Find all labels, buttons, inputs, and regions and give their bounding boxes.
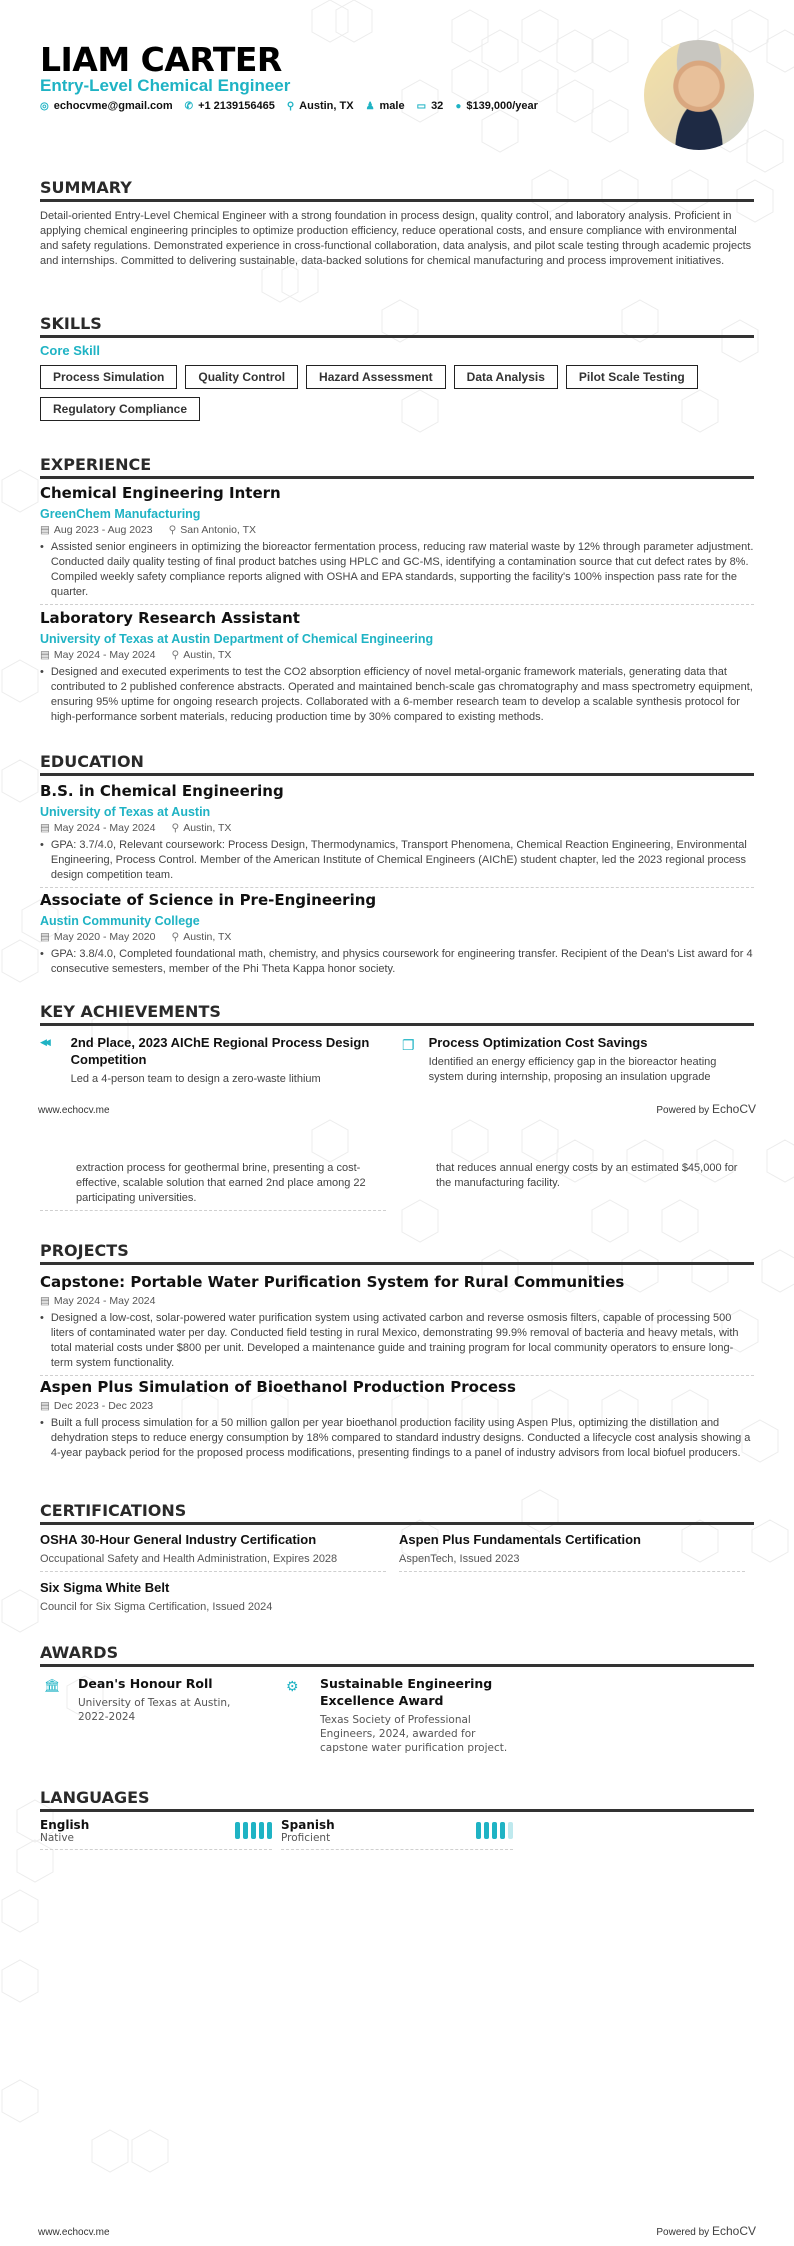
calendar-icon: ▤ xyxy=(40,524,50,536)
contact-email[interactable] xyxy=(40,100,173,112)
award-item xyxy=(286,1675,516,1755)
achievement-title: Process Optimization Cost Savings xyxy=(428,1035,648,1050)
proficiency-bar-filled xyxy=(251,1822,256,1839)
section-title-languages: LANGUAGES xyxy=(40,1788,754,1812)
at-icon: ◎ xyxy=(40,100,49,112)
candidate-name: LIAM CARTER xyxy=(40,40,282,79)
location-icon: ⚲ xyxy=(171,649,180,661)
skills-subtitle: Core Skill xyxy=(40,343,100,358)
project-bullet xyxy=(40,1311,754,1376)
location-icon: ⚲ xyxy=(171,822,180,834)
project-title: Aspen Plus Simulation of Bioethanol Production Process xyxy=(40,1378,516,1396)
section-title-skills: SKILLS xyxy=(40,314,754,338)
avatar xyxy=(644,40,754,150)
achievement-description-cont: that reduces annual energy costs by an estimated $45,000 for the manufacturing facility. xyxy=(436,1162,738,1189)
phone-value: +1 2139156465 xyxy=(198,100,275,112)
calendar-icon: ▭ xyxy=(416,100,427,112)
backward-icon: ◀◀ xyxy=(40,1037,48,1047)
job-meta xyxy=(40,649,754,661)
experience-item xyxy=(40,609,754,725)
education-dates: May 2020 - May 2020 xyxy=(53,931,156,943)
education-description: GPA: 3.7/4.0, Relevant coursework: Process Design, Thermodynamics, Transport Phenomena, Chemical Reaction Engineering, Environmental Engineering, Process Control. Member of the American Institute of Chemical Engineers (AIChE) student chapter, led the 2023 regional process design competition team. xyxy=(50,839,747,881)
bullet-dot: • xyxy=(40,1417,44,1429)
footer-powered xyxy=(656,2224,756,2238)
project-description: Built a full process simulation for a 50 million gallon per year bioethanol production facility using Aspen Plus, optimizing the distillation and dehydration steps to reduce energy consumption by 18% compared to standard industry designs. Conducted a lifecycle cost analysis showing a 4-year payback period for the proposed process modifications, presenting findings to a panel of industry advisors from local biofuel producers. xyxy=(50,1417,751,1459)
certification-title: Aspen Plus Fundamentals Certification xyxy=(399,1532,641,1547)
email-value: echocvme@gmail.com xyxy=(53,100,173,112)
certification-title: Six Sigma White Belt xyxy=(40,1580,170,1595)
project-bullet xyxy=(40,1416,754,1461)
footer-url[interactable]: www.echocv.me xyxy=(38,1105,110,1116)
job-bullet xyxy=(40,540,754,605)
award-title: Dean's Honour Roll xyxy=(78,1676,213,1691)
achievement-item xyxy=(402,1034,754,1085)
education-description: GPA: 3.8/4.0, Completed foundational math, chemistry, and physics coursework for engineering transfer. Recipient of the Dean's List award for 4 consecutive semesters, member of the Phi Theta Kappa honor society. xyxy=(50,948,753,975)
school-name: University of Texas at Austin xyxy=(40,805,211,819)
language-item xyxy=(281,1818,513,1850)
skill-chip: Process Simulation xyxy=(40,365,177,389)
institution-icon: 🏛 xyxy=(44,1678,61,1693)
bullet-dot: • xyxy=(40,948,44,960)
summary-text: Detail-oriented Entry-Level Chemical Engineer with a strong foundation in process design, quality control, and laboratory analysis. Proficient in applying chemical engineering principles to optimize production efficiency, reduce operational costs, and ensure compliance with environmental and safety regulations. Demonstrated experience in cross-functional collaboration, data analysis, and pilot scale testing through academic projects and internships. Committed to delivering sustainable, data-backed solutions for chemical manufacturing and process improvement initiatives. xyxy=(40,210,752,267)
bullet-dot: • xyxy=(40,839,44,851)
age-value: 32 xyxy=(431,100,444,112)
job-dates: Aug 2023 - Aug 2023 xyxy=(53,524,153,536)
language-level: Proficient xyxy=(281,1832,331,1844)
skill-chip: Pilot Scale Testing xyxy=(566,365,698,389)
project-title: Capstone: Portable Water Purification System for Rural Communities xyxy=(40,1273,625,1291)
salary-icon: ● xyxy=(455,100,462,112)
language-proficiency-bars xyxy=(235,1822,272,1849)
salary-value: $139,000/year xyxy=(466,100,538,112)
contact-gender xyxy=(366,100,405,112)
language-level: Native xyxy=(40,1832,74,1844)
education-location: Austin, TX xyxy=(183,931,232,943)
job-meta xyxy=(40,524,754,536)
person-icon: ♟ xyxy=(365,100,375,112)
proficiency-bar-filled xyxy=(476,1822,481,1839)
education-meta xyxy=(40,822,754,834)
footer-url[interactable]: www.echocv.me xyxy=(38,2227,110,2238)
education-bullet xyxy=(40,947,754,977)
contact-salary xyxy=(455,100,538,112)
skill-chip: Regulatory Compliance xyxy=(40,397,200,421)
gender-value: male xyxy=(379,100,405,112)
education-item xyxy=(40,891,754,977)
project-item xyxy=(40,1378,754,1461)
contact-location xyxy=(287,100,354,112)
language-proficiency-bars xyxy=(476,1822,513,1849)
project-meta xyxy=(40,1400,754,1412)
calendar-icon: ▤ xyxy=(40,1295,50,1307)
skill-chip: Hazard Assessment xyxy=(306,365,446,389)
degree-title: B.S. in Chemical Engineering xyxy=(40,782,284,800)
section-title-summary: SUMMARY xyxy=(40,178,754,202)
project-dates: May 2024 - May 2024 xyxy=(53,1295,156,1307)
award-description: University of Texas at Austin, 2022-2024 xyxy=(78,1697,231,1723)
phone-icon: ✆ xyxy=(184,100,194,112)
document-icon: ❐ xyxy=(402,1037,415,1053)
proficiency-bar-filled xyxy=(492,1822,497,1839)
brand-name: EchoCV xyxy=(711,2224,756,2238)
bullet-dot: • xyxy=(40,666,44,678)
calendar-icon: ▤ xyxy=(40,1400,50,1412)
contact-age xyxy=(417,100,444,112)
job-bullet xyxy=(40,665,754,725)
certification-issuer: AspenTech, Issued 2023 xyxy=(399,1553,520,1565)
achievement-item xyxy=(40,1034,385,1087)
proficiency-bar-empty xyxy=(508,1822,513,1839)
skills-list xyxy=(40,365,754,421)
section-title-projects: PROJECTS xyxy=(40,1241,754,1265)
section-title-experience: EXPERIENCE xyxy=(40,455,754,479)
education-location: Austin, TX xyxy=(183,822,232,834)
footer-powered xyxy=(656,1102,756,1116)
powered-by-label: Powered by xyxy=(656,1105,712,1116)
award-title: Sustainable Engineering Excellence Award xyxy=(320,1676,493,1708)
language-name: Spanish xyxy=(281,1818,335,1832)
brand-name: EchoCV xyxy=(711,1102,756,1116)
certification-title: OSHA 30-Hour General Industry Certification xyxy=(40,1532,317,1547)
proficiency-bar-filled xyxy=(235,1822,240,1839)
degree-title: Associate of Science in Pre-Engineering xyxy=(40,891,377,909)
candidate-role: Entry-Level Chemical Engineer xyxy=(40,76,291,95)
project-item xyxy=(40,1273,754,1376)
section-title-education: EDUCATION xyxy=(40,752,754,776)
education-dates: May 2024 - May 2024 xyxy=(53,822,156,834)
project-dates: Dec 2023 - Dec 2023 xyxy=(53,1400,154,1412)
education-meta xyxy=(40,931,754,943)
achievement-description: Identified an energy efficiency gap in the bioreactor heating system during internship, proposing an insulation upgrade xyxy=(428,1056,717,1083)
certification-item xyxy=(40,1532,386,1572)
calendar-icon: ▤ xyxy=(40,931,50,943)
proficiency-bar-filled xyxy=(267,1822,272,1839)
award-item xyxy=(44,1675,264,1724)
location-icon: ⚲ xyxy=(171,931,180,943)
contact-line xyxy=(40,100,538,112)
section-title-awards: AWARDS xyxy=(40,1643,754,1667)
proficiency-bar-filled xyxy=(500,1822,505,1839)
certification-issuer: Council for Six Sigma Certification, Issued 2024 xyxy=(40,1601,273,1613)
location-icon: ⚲ xyxy=(168,524,177,536)
section-title-certifications: CERTIFICATIONS xyxy=(40,1501,754,1525)
calendar-icon: ▤ xyxy=(40,822,50,834)
skill-chip: Data Analysis xyxy=(454,365,558,389)
achievement-description-cont: extraction process for geothermal brine, presenting a cost-effective, scalable solution that earned 2nd place among 22 participating universities. xyxy=(40,1161,386,1211)
certification-item xyxy=(399,1532,745,1572)
language-item xyxy=(40,1818,272,1850)
job-title: Chemical Engineering Intern xyxy=(40,484,281,502)
company-name: GreenChem Manufacturing xyxy=(40,507,201,521)
proficiency-bar-filled xyxy=(484,1822,489,1839)
job-description: Assisted senior engineers in optimizing the bioreactor fermentation process, reducing raw material waste by 12% through parameter adjustment. Conducted daily quality testing of final product batches using HPLC and GC-MS, identifying a contamination source that cut defect rates by 8%. Compiled weekly safety compliance reports aligned with OSHA and EPA standards, supporting the facility's 100% inspection pass rate for the quarter. xyxy=(50,541,754,598)
job-description: Designed and executed experiments to test the CO2 absorption efficiency of novel metal-organic framework materials, generating data that contributed to 2 published conference abstracts. Operated and maintained bench-scale gas chromatography and mass spectrometry equipment, ensuring 95% uptime for ongoing research projects. Collaborated with a 6-member research team to develop a scalable synthesis protocol for high-performance sorbent materials, reducing production time by 30% compared to existing methods. xyxy=(50,666,753,723)
job-location: Austin, TX xyxy=(183,649,232,661)
certification-issuer: Occupational Safety and Health Administration, Expires 2028 xyxy=(40,1553,338,1565)
gear-icon: ⚙ xyxy=(286,1678,299,1694)
powered-by-label: Powered by xyxy=(656,2227,712,2238)
award-description: Texas Society of Professional Engineers, 2024, awarded for capstone water purification project. xyxy=(320,1714,508,1754)
certification-item xyxy=(40,1580,386,1613)
education-item xyxy=(40,782,754,888)
education-bullet xyxy=(40,838,754,888)
skill-chip: Quality Control xyxy=(185,365,298,389)
experience-item xyxy=(40,484,754,605)
job-title: Laboratory Research Assistant xyxy=(40,609,300,627)
contact-phone[interactable] xyxy=(185,100,275,112)
bullet-dot: • xyxy=(40,1312,44,1324)
calendar-icon: ▤ xyxy=(40,649,50,661)
proficiency-bar-filled xyxy=(259,1822,264,1839)
company-name: University of Texas at Austin Department of Chemical Engineering xyxy=(40,632,434,646)
achievement-description: Led a 4-person team to design a zero-waste lithium xyxy=(70,1073,321,1085)
project-description: Designed a low-cost, solar-powered water purification system using activated carbon and reverse osmosis filters, capable of processing 500 liters of contaminated water per day. Conducted field testing in rural Mexico, demonstrating 99.9% removal of bacteria and heavy metals, with total material costs under $800 per unit. Developed a maintenance guide and training program for local community operators to ensure long-term system functionality. xyxy=(50,1312,739,1369)
location-value: Austin, TX xyxy=(299,100,354,112)
job-dates: May 2024 - May 2024 xyxy=(53,649,156,661)
achievement-title: 2nd Place, 2023 AIChE Regional Process Design Competition xyxy=(70,1035,370,1067)
location-icon: ⚲ xyxy=(286,100,295,112)
section-title-achievements: KEY ACHIEVEMENTS xyxy=(40,1002,754,1026)
proficiency-bar-filled xyxy=(243,1822,248,1839)
school-name: Austin Community College xyxy=(40,914,200,928)
language-name: English xyxy=(40,1818,90,1832)
bullet-dot: • xyxy=(40,541,44,553)
job-location: San Antonio, TX xyxy=(180,524,256,536)
project-meta xyxy=(40,1295,754,1307)
